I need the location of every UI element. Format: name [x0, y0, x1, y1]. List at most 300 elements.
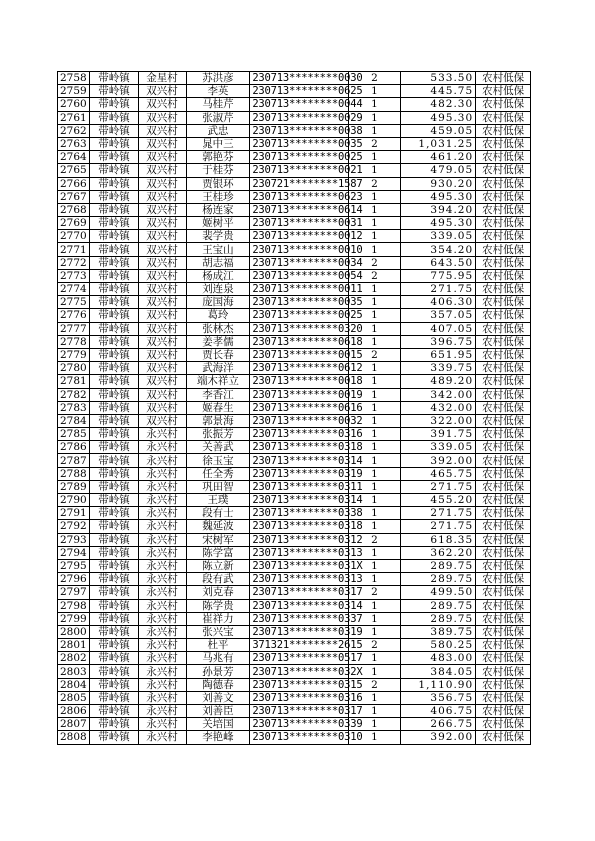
row-number: 2792	[58, 520, 90, 533]
village-cell: 永兴村	[138, 507, 186, 520]
household-count-cell: 1	[348, 230, 401, 243]
category-cell: 农村低保	[476, 243, 531, 256]
table-row	[58, 111, 531, 124]
town-cell: 带岭镇	[90, 375, 138, 388]
table-row	[58, 190, 531, 203]
village-cell: 双兴村	[138, 243, 186, 256]
category-cell: 农村低保	[476, 190, 531, 203]
household-count-cell: 1	[348, 546, 401, 559]
household-count-cell: 2	[348, 678, 401, 691]
name-cell: 关培国	[186, 718, 250, 731]
amount-cell: 643.50	[401, 256, 476, 269]
amount-cell: 455.20	[401, 494, 476, 507]
name-cell: 武忠	[186, 124, 250, 137]
table-row	[58, 428, 531, 441]
category-cell: 农村低保	[476, 441, 531, 454]
town-cell: 带岭镇	[90, 72, 138, 85]
category-cell: 农村低保	[476, 612, 531, 625]
category-cell: 农村低保	[476, 98, 531, 111]
town-cell: 带岭镇	[90, 691, 138, 704]
name-cell: 孙景芳	[186, 665, 250, 678]
household-count-cell: 2	[348, 256, 401, 269]
village-cell: 双兴村	[138, 190, 186, 203]
village-cell: 永兴村	[138, 586, 186, 599]
village-cell: 永兴村	[138, 678, 186, 691]
village-cell: 双兴村	[138, 151, 186, 164]
category-cell: 农村低保	[476, 401, 531, 414]
table-row	[58, 362, 531, 375]
id-number-cell: 230713********0313	[250, 573, 348, 586]
id-number-cell: 230713********0054	[250, 269, 348, 282]
household-count-cell: 1	[348, 665, 401, 678]
name-cell: 张淑芹	[186, 111, 250, 124]
table-row	[58, 705, 531, 718]
category-cell: 农村低保	[476, 691, 531, 704]
household-count-cell: 1	[348, 124, 401, 137]
household-count-cell: 1	[348, 652, 401, 665]
village-cell: 永兴村	[138, 559, 186, 572]
amount-cell: 289.75	[401, 573, 476, 586]
name-cell: 王璞	[186, 494, 250, 507]
village-cell: 双兴村	[138, 375, 186, 388]
amount-cell: 384.05	[401, 665, 476, 678]
id-number-cell: 230713********0035	[250, 296, 348, 309]
village-cell: 双兴村	[138, 335, 186, 348]
allowance-table	[57, 71, 531, 745]
id-number-cell: 230713********0316	[250, 428, 348, 441]
household-count-cell: 1	[348, 573, 401, 586]
row-number: 2759	[58, 85, 90, 98]
row-number: 2793	[58, 533, 90, 546]
town-cell: 带岭镇	[90, 665, 138, 678]
name-cell: 杨成江	[186, 269, 250, 282]
name-cell: 崔祥力	[186, 612, 250, 625]
id-number-cell: 230713********032X	[250, 665, 348, 678]
village-cell: 双兴村	[138, 111, 186, 124]
amount-cell: 354.20	[401, 243, 476, 256]
table-row	[58, 98, 531, 111]
table-row	[58, 480, 531, 493]
category-cell: 农村低保	[476, 414, 531, 427]
table-row	[58, 441, 531, 454]
household-count-cell: 2	[348, 72, 401, 85]
town-cell: 带岭镇	[90, 190, 138, 203]
id-number-cell: 230713********0320	[250, 322, 348, 335]
town-cell: 带岭镇	[90, 639, 138, 652]
amount-cell: 271.75	[401, 520, 476, 533]
name-cell: 于桂芬	[186, 164, 250, 177]
town-cell: 带岭镇	[90, 151, 138, 164]
village-cell: 双兴村	[138, 177, 186, 190]
amount-cell: 289.75	[401, 559, 476, 572]
table-row	[58, 256, 531, 269]
household-count-cell: 1	[348, 691, 401, 704]
table-row	[58, 533, 531, 546]
village-cell: 双兴村	[138, 230, 186, 243]
town-cell: 带岭镇	[90, 533, 138, 546]
row-number: 2796	[58, 573, 90, 586]
id-number-cell: 230713********0035	[250, 137, 348, 150]
name-cell: 关善武	[186, 441, 250, 454]
id-number-cell: 230713********0339	[250, 718, 348, 731]
row-number: 2771	[58, 243, 90, 256]
town-cell: 带岭镇	[90, 599, 138, 612]
category-cell: 农村低保	[476, 256, 531, 269]
id-number-cell: 230713********0034	[250, 256, 348, 269]
name-cell: 苏洪彦	[186, 72, 250, 85]
id-number-cell: 230713********0517	[250, 652, 348, 665]
row-number: 2800	[58, 625, 90, 638]
table-body	[58, 72, 531, 745]
id-number-cell: 230713********0025	[250, 151, 348, 164]
amount-cell: 406.30	[401, 296, 476, 309]
id-number-cell: 230713********0616	[250, 401, 348, 414]
amount-cell: 651.95	[401, 348, 476, 361]
household-count-cell: 2	[348, 177, 401, 190]
household-count-cell: 1	[348, 322, 401, 335]
row-number: 2797	[58, 586, 90, 599]
village-cell: 永兴村	[138, 718, 186, 731]
amount-cell: 1,031.25	[401, 137, 476, 150]
household-count-cell: 1	[348, 388, 401, 401]
village-cell: 双兴村	[138, 217, 186, 230]
table-row	[58, 639, 531, 652]
row-number: 2804	[58, 678, 90, 691]
amount-cell: 389.75	[401, 625, 476, 638]
table-row	[58, 401, 531, 414]
amount-cell: 322.00	[401, 414, 476, 427]
town-cell: 带岭镇	[90, 454, 138, 467]
town-cell: 带岭镇	[90, 335, 138, 348]
row-number: 2794	[58, 546, 90, 559]
town-cell: 带岭镇	[90, 269, 138, 282]
table-row	[58, 124, 531, 137]
category-cell: 农村低保	[476, 599, 531, 612]
amount-cell: 271.75	[401, 507, 476, 520]
amount-cell: 618.35	[401, 533, 476, 546]
town-cell: 带岭镇	[90, 217, 138, 230]
amount-cell: 580.25	[401, 639, 476, 652]
id-number-cell: 230713********0318	[250, 520, 348, 533]
category-cell: 农村低保	[476, 164, 531, 177]
category-cell: 农村低保	[476, 111, 531, 124]
table-row	[58, 375, 531, 388]
category-cell: 农村低保	[476, 625, 531, 638]
name-cell: 段有武	[186, 573, 250, 586]
table-row	[58, 599, 531, 612]
table-row	[58, 388, 531, 401]
row-number: 2758	[58, 72, 90, 85]
name-cell: 刘克春	[186, 586, 250, 599]
row-number: 2790	[58, 494, 90, 507]
town-cell: 带岭镇	[90, 731, 138, 744]
household-count-cell: 1	[348, 507, 401, 520]
household-count-cell: 1	[348, 414, 401, 427]
id-number-cell: 230713********0010	[250, 243, 348, 256]
town-cell: 带岭镇	[90, 467, 138, 480]
row-number: 2801	[58, 639, 90, 652]
town-cell: 带岭镇	[90, 401, 138, 414]
amount-cell: 775.95	[401, 269, 476, 282]
town-cell: 带岭镇	[90, 283, 138, 296]
name-cell: 贾长春	[186, 348, 250, 361]
household-count-cell: 1	[348, 705, 401, 718]
amount-cell: 445.75	[401, 85, 476, 98]
name-cell: 贾银环	[186, 177, 250, 190]
category-cell: 农村低保	[476, 348, 531, 361]
id-number-cell: 230713********0318	[250, 441, 348, 454]
id-number-cell: 230713********0038	[250, 124, 348, 137]
table-row	[58, 494, 531, 507]
town-cell: 带岭镇	[90, 137, 138, 150]
town-cell: 带岭镇	[90, 441, 138, 454]
category-cell: 农村低保	[476, 678, 531, 691]
table-row	[58, 296, 531, 309]
village-cell: 永兴村	[138, 480, 186, 493]
category-cell: 农村低保	[476, 546, 531, 559]
town-cell: 带岭镇	[90, 203, 138, 216]
household-count-cell: 1	[348, 375, 401, 388]
town-cell: 带岭镇	[90, 243, 138, 256]
name-cell: 裴学贵	[186, 230, 250, 243]
row-number: 2798	[58, 599, 90, 612]
row-number: 2775	[58, 296, 90, 309]
amount-cell: 406.75	[401, 705, 476, 718]
name-cell: 陈学贵	[186, 599, 250, 612]
village-cell: 双兴村	[138, 124, 186, 137]
amount-cell: 289.75	[401, 612, 476, 625]
amount-cell: 339.05	[401, 441, 476, 454]
village-cell: 永兴村	[138, 428, 186, 441]
table-row	[58, 137, 531, 150]
town-cell: 带岭镇	[90, 309, 138, 322]
amount-cell: 482.30	[401, 98, 476, 111]
category-cell: 农村低保	[476, 665, 531, 678]
id-number-cell: 230713********0029	[250, 111, 348, 124]
category-cell: 农村低保	[476, 573, 531, 586]
name-cell: 段有士	[186, 507, 250, 520]
category-cell: 农村低保	[476, 559, 531, 572]
name-cell: 武海洋	[186, 362, 250, 375]
row-number: 2805	[58, 691, 90, 704]
amount-cell: 930.20	[401, 177, 476, 190]
name-cell: 胡志福	[186, 256, 250, 269]
row-number: 2766	[58, 177, 90, 190]
row-number: 2774	[58, 283, 90, 296]
category-cell: 农村低保	[476, 217, 531, 230]
name-cell: 宋树军	[186, 533, 250, 546]
household-count-cell: 1	[348, 309, 401, 322]
category-cell: 农村低保	[476, 639, 531, 652]
category-cell: 农村低保	[476, 586, 531, 599]
household-count-cell: 1	[348, 520, 401, 533]
table-row	[58, 151, 531, 164]
town-cell: 带岭镇	[90, 177, 138, 190]
household-count-cell: 1	[348, 401, 401, 414]
category-cell: 农村低保	[476, 428, 531, 441]
id-number-cell: 230721********1587	[250, 177, 348, 190]
id-number-cell: 230713********0310	[250, 731, 348, 744]
amount-cell: 342.00	[401, 388, 476, 401]
village-cell: 永兴村	[138, 467, 186, 480]
amount-cell: 432.00	[401, 401, 476, 414]
table-row	[58, 665, 531, 678]
row-number: 2786	[58, 441, 90, 454]
id-number-cell: 230713********0025	[250, 309, 348, 322]
table-row	[58, 85, 531, 98]
row-number: 2773	[58, 269, 90, 282]
name-cell: 杜平	[186, 639, 250, 652]
category-cell: 农村低保	[476, 230, 531, 243]
id-number-cell: 230713********0618	[250, 335, 348, 348]
town-cell: 带岭镇	[90, 322, 138, 335]
id-number-cell: 230713********0623	[250, 190, 348, 203]
town-cell: 带岭镇	[90, 705, 138, 718]
row-number: 2779	[58, 348, 90, 361]
name-cell: 张振芳	[186, 428, 250, 441]
category-cell: 农村低保	[476, 705, 531, 718]
table-row	[58, 269, 531, 282]
category-cell: 农村低保	[476, 85, 531, 98]
town-cell: 带岭镇	[90, 296, 138, 309]
amount-cell: 362.20	[401, 546, 476, 559]
household-count-cell: 1	[348, 151, 401, 164]
name-cell: 庞国海	[186, 296, 250, 309]
village-cell: 双兴村	[138, 85, 186, 98]
name-cell: 杨连家	[186, 203, 250, 216]
name-cell: 葛玲	[186, 309, 250, 322]
id-number-cell: 230713********0612	[250, 362, 348, 375]
category-cell: 农村低保	[476, 731, 531, 744]
amount-cell: 465.75	[401, 467, 476, 480]
town-cell: 带岭镇	[90, 494, 138, 507]
table-row	[58, 546, 531, 559]
amount-cell: 392.00	[401, 731, 476, 744]
row-number: 2791	[58, 507, 90, 520]
row-number: 2802	[58, 652, 90, 665]
town-cell: 带岭镇	[90, 480, 138, 493]
town-cell: 带岭镇	[90, 348, 138, 361]
town-cell: 带岭镇	[90, 362, 138, 375]
town-cell: 带岭镇	[90, 98, 138, 111]
row-number: 2768	[58, 203, 90, 216]
row-number: 2783	[58, 401, 90, 414]
id-number-cell: 371321********2615	[250, 639, 348, 652]
village-cell: 双兴村	[138, 98, 186, 111]
town-cell: 带岭镇	[90, 256, 138, 269]
household-count-cell: 1	[348, 559, 401, 572]
table-row	[58, 612, 531, 625]
name-cell: 刘善文	[186, 691, 250, 704]
household-count-cell: 2	[348, 586, 401, 599]
table-row	[58, 283, 531, 296]
household-count-cell: 1	[348, 283, 401, 296]
household-count-cell: 1	[348, 98, 401, 111]
village-cell: 永兴村	[138, 441, 186, 454]
amount-cell: 533.50	[401, 72, 476, 85]
category-cell: 农村低保	[476, 494, 531, 507]
household-count-cell: 1	[348, 480, 401, 493]
name-cell: 郭艳芬	[186, 151, 250, 164]
town-cell: 带岭镇	[90, 652, 138, 665]
village-cell: 双兴村	[138, 362, 186, 375]
id-number-cell: 230713********0319	[250, 625, 348, 638]
name-cell: 陈学富	[186, 546, 250, 559]
village-cell: 金星村	[138, 72, 186, 85]
name-cell: 晁中三	[186, 137, 250, 150]
category-cell: 农村低保	[476, 322, 531, 335]
id-number-cell: 230713********0338	[250, 507, 348, 520]
amount-cell: 499.50	[401, 586, 476, 599]
amount-cell: 495.30	[401, 111, 476, 124]
town-cell: 带岭镇	[90, 625, 138, 638]
village-cell: 永兴村	[138, 520, 186, 533]
row-number: 2767	[58, 190, 90, 203]
village-cell: 永兴村	[138, 652, 186, 665]
name-cell: 李艳峰	[186, 731, 250, 744]
table-row	[58, 72, 531, 85]
category-cell: 农村低保	[476, 533, 531, 546]
town-cell: 带岭镇	[90, 573, 138, 586]
village-cell: 永兴村	[138, 731, 186, 744]
amount-cell: 392.00	[401, 454, 476, 467]
town-cell: 带岭镇	[90, 164, 138, 177]
row-number: 2799	[58, 612, 90, 625]
village-cell: 双兴村	[138, 269, 186, 282]
row-number: 2772	[58, 256, 90, 269]
id-number-cell: 230713********0317	[250, 705, 348, 718]
row-number: 2788	[58, 467, 90, 480]
row-number: 2760	[58, 98, 90, 111]
household-count-cell: 2	[348, 269, 401, 282]
category-cell: 农村低保	[476, 203, 531, 216]
row-number: 2807	[58, 718, 90, 731]
household-count-cell: 1	[348, 612, 401, 625]
village-cell: 永兴村	[138, 599, 186, 612]
town-cell: 带岭镇	[90, 85, 138, 98]
table-row	[58, 691, 531, 704]
village-cell: 永兴村	[138, 691, 186, 704]
name-cell: 陈立新	[186, 559, 250, 572]
table-row	[58, 454, 531, 467]
id-number-cell: 230713********0030	[250, 72, 348, 85]
category-cell: 农村低保	[476, 72, 531, 85]
household-count-cell: 2	[348, 639, 401, 652]
town-cell: 带岭镇	[90, 388, 138, 401]
amount-cell: 271.75	[401, 283, 476, 296]
id-number-cell: 230713********0337	[250, 612, 348, 625]
table-row	[58, 243, 531, 256]
amount-cell: 339.05	[401, 230, 476, 243]
name-cell: 巩田智	[186, 480, 250, 493]
amount-cell: 271.75	[401, 480, 476, 493]
id-number-cell: 230713********0614	[250, 203, 348, 216]
village-cell: 永兴村	[138, 454, 186, 467]
name-cell: 徐玉宝	[186, 454, 250, 467]
name-cell: 姜孝儒	[186, 335, 250, 348]
name-cell: 马桂芹	[186, 98, 250, 111]
id-number-cell: 230713********0315	[250, 678, 348, 691]
id-number-cell: 230713********0012	[250, 230, 348, 243]
household-count-cell: 1	[348, 111, 401, 124]
table-row	[58, 164, 531, 177]
household-count-cell: 1	[348, 362, 401, 375]
amount-cell: 339.75	[401, 362, 476, 375]
table-row	[58, 559, 531, 572]
row-number: 2782	[58, 388, 90, 401]
table-row	[58, 230, 531, 243]
household-count-cell: 1	[348, 296, 401, 309]
